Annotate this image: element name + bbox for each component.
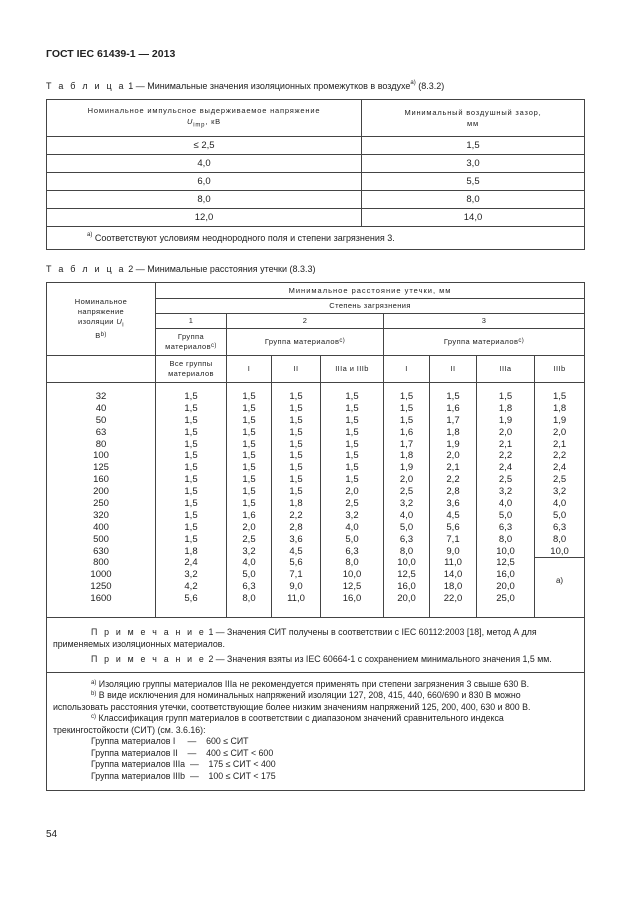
table-cell-value: 1,8 (399, 450, 414, 462)
table-cell-value: 3,6 (289, 533, 303, 545)
table-cell-value: 1,5 (399, 391, 414, 402)
table-cell-value: 1,8 (289, 498, 303, 510)
page-number: 54 (46, 829, 58, 840)
table-cell-value: 5,6 (184, 593, 198, 605)
table-cell-value: 2,2 (446, 474, 460, 486)
table-cell-value: 1,5 (242, 438, 256, 450)
footnote-c (53, 713, 578, 736)
table-cell-value: 6,3 (399, 533, 414, 545)
table1-caption (46, 81, 444, 91)
table-cell-value: 3,2 (184, 569, 198, 581)
table-cell-value: 1,5 (289, 474, 303, 486)
table-cell-value: 11,0 (287, 593, 305, 605)
table-cell-value: 6,3 (498, 521, 513, 533)
group-materials-2-text: Группа материалов (264, 337, 340, 346)
table-cell-value: 1,5 (289, 391, 303, 402)
table-cell-value: 25,0 (496, 593, 515, 605)
table-cell-value: 1,5 (345, 474, 359, 486)
table1-clearance: 3,0 (362, 155, 585, 173)
table2-footnotes (47, 672, 585, 791)
table-cell-value: 1,9 (446, 438, 460, 450)
table1-caption-sup: a) (410, 80, 416, 86)
group-materials-2-sup: c) (339, 338, 346, 344)
group-label-line1: Группа (177, 332, 205, 341)
table-cell-value: 1,8 (552, 402, 567, 414)
note1 (53, 627, 578, 650)
table-cell-value: 50 (95, 414, 107, 426)
table1-col2-header-line1: Минимальный воздушный зазор, (404, 108, 542, 117)
table-cell-value: 2,0 (345, 486, 359, 498)
table-cell-value: 2,0 (242, 521, 256, 533)
d3-II-column (430, 383, 477, 618)
table2-caption-text: 2 — Минимальные расстояния утечки (8.3.3) (128, 264, 316, 274)
table-cell-value: 1,5 (552, 391, 567, 402)
table-cell-value: 400 (93, 521, 109, 533)
table1-clearance: 1,5 (362, 137, 585, 155)
voltage-header-line1: Номинальное (74, 297, 128, 307)
d2-II-column (272, 383, 321, 618)
table2-caption (46, 264, 316, 274)
table-cell-value: 1000 (90, 569, 112, 581)
table-cell-value: 2,1 (552, 438, 567, 450)
table-cell-value: 1,5 (184, 521, 198, 533)
table-cell-value: 4,0 (345, 521, 359, 533)
table-cell-value: 2,1 (446, 462, 460, 474)
table-cell-value: 3,2 (498, 486, 513, 498)
note2-label: П р и м е ч а н и е (91, 654, 207, 664)
table-cell-value: 16,0 (496, 569, 515, 581)
uimp-unit: , кВ (205, 116, 221, 126)
table-cell-value: 1,5 (242, 402, 256, 414)
table-cell-value: 1,5 (184, 498, 198, 510)
table1-col1-header-line2 (47, 116, 361, 132)
table-cell-value: 500 (93, 533, 109, 545)
footnote-a (53, 679, 578, 691)
d2-I-column (227, 383, 272, 618)
material-group-line: Группа материалов I — 600 ≤ СИТ (91, 736, 249, 746)
table-cell-value: 1250 (90, 581, 112, 593)
table1-footnote (47, 227, 585, 250)
table1-clearance: 5,5 (362, 173, 585, 191)
table-cell-value: 4,0 (242, 557, 256, 569)
table-cell-value: 10,0 (550, 545, 569, 557)
table1-col2-header (362, 100, 585, 137)
table-cell-value: 1,5 (399, 402, 414, 414)
group-IIIb-3: IIIb (535, 356, 585, 383)
table1 (46, 99, 585, 250)
d3-IIIb-note-mark: a) (555, 576, 564, 586)
degree-3: 3 (384, 314, 585, 329)
table-cell-value: 10,0 (496, 545, 515, 557)
table-cell-value: 1,5 (289, 462, 303, 474)
table-cell-value: 2,2 (289, 509, 303, 521)
table-cell-value: 8,0 (498, 533, 513, 545)
group-label-word: материалов (165, 342, 212, 351)
table-cell-value: 200 (93, 486, 109, 498)
table-cell-value: 32 (95, 391, 107, 402)
table-cell-value: 40 (95, 402, 107, 414)
group-label-line2 (156, 342, 226, 352)
table-cell-value: 2,0 (446, 450, 460, 462)
note1-text: 1 — Значения СИТ получены в соответствии с IEC 60112:2003 [18], метод А для применяемых изоляционных материалов. (53, 627, 537, 649)
table-cell-value: 1,9 (399, 462, 414, 474)
table-cell-value: 2,4 (552, 462, 567, 474)
table1-voltage: ≤ 2,5 (47, 137, 362, 155)
footnote-b-text: В виде исключения для номинальных напряжений изоляции 127, 208, 415, 440, 660/690 и 830 В можно использовать расстояния утечки, соответствующие более низким значениям напряжений 125, 200, 400, 630 и 800 В. (53, 690, 531, 712)
table-cell-value: 1,5 (242, 450, 256, 462)
voltage-header-line4 (47, 331, 155, 341)
degree-2: 2 (227, 314, 384, 329)
ui-symbol: U (116, 317, 123, 327)
table-cell-value: 1,5 (184, 450, 198, 462)
table1-row (47, 173, 585, 191)
table-cell-value: 1,5 (184, 509, 198, 521)
table-cell-value: 5,0 (552, 509, 567, 521)
table-cell-value: 320 (93, 509, 109, 521)
group-I-3: I (384, 356, 430, 383)
table-cell-value: 1,5 (289, 486, 303, 498)
degree-1: 1 (156, 314, 227, 329)
table-cell-value: 1,5 (345, 450, 359, 462)
group-IIIa-3: IIIa (477, 356, 535, 383)
group-materials-3-text: Группа материалов (443, 337, 519, 346)
table-cell-value: 3,2 (345, 509, 359, 521)
table-cell-value: 1,5 (289, 438, 303, 450)
table-cell-value: 5,0 (242, 569, 256, 581)
table-cell-value: 125 (93, 462, 109, 474)
table-cell-value: 1,5 (242, 474, 256, 486)
table-cell-value: 1,5 (289, 414, 303, 426)
table-cell-value: 8,0 (345, 557, 359, 569)
ui-sub: i (122, 322, 124, 329)
table-cell-value: 12,5 (397, 569, 416, 581)
table1-col2-header-line2: мм (467, 119, 479, 128)
table-cell-value: 1,7 (446, 414, 460, 426)
document-header: ГОСТ IEC 61439-1 — 2013 (46, 48, 176, 60)
table-cell-value: 8,0 (399, 545, 414, 557)
table1-col1-header-line1: Номинальное импульсное выдерживаемое напряжение (87, 105, 321, 115)
footnote-c-text: Классификация групп материалов в соответствии с диапазоном значений сравнительного индекса трекингостойкости (СИТ) (см. 3.6.16): (53, 713, 504, 735)
table-cell-value: 9,0 (446, 545, 460, 557)
d1-all-column (156, 383, 227, 618)
table-cell-value: 3,2 (399, 498, 414, 510)
table1-row (47, 191, 585, 209)
table-cell-value: 2,1 (498, 438, 513, 450)
table-cell-value: 1,6 (399, 426, 414, 438)
table2-notes (47, 618, 585, 673)
note2-text: 2 — Значения взяты из IEC 60664-1 с сохранением минимального значения 1,5 мм. (208, 654, 552, 664)
table-cell-value: 1,5 (399, 414, 414, 426)
material-group-line: Группа материалов IIIa — 175 ≤ СИТ < 400 (91, 759, 276, 769)
table-cell-value: 3,2 (242, 545, 256, 557)
table-cell-value: 1,5 (345, 402, 359, 414)
table-cell-value: 2,5 (498, 474, 513, 486)
table-cell-value: 1,5 (289, 450, 303, 462)
group-materials-3 (384, 329, 585, 356)
footnote-a-mark: a) (91, 679, 97, 686)
group-II-3: II (430, 356, 477, 383)
note2 (53, 654, 578, 666)
table-cell-value: 100 (93, 450, 109, 462)
all-groups-line2: материалов (168, 369, 214, 378)
voltage-header-line3 (47, 317, 155, 331)
table-cell-value: 9,0 (289, 581, 303, 593)
table-cell-value: 4,0 (498, 498, 513, 510)
table-cell-value: 6,3 (552, 521, 567, 533)
table-cell-value: 4,5 (289, 545, 303, 557)
table-cell-value: 1,7 (399, 438, 414, 450)
table-cell-value: 18,0 (443, 581, 463, 593)
d3-I-column (384, 383, 430, 618)
table-cell-value: 5,0 (345, 533, 359, 545)
table1-clearance: 14,0 (362, 209, 585, 227)
table1-caption-text: 1 — Минимальные значения изоляционных промежутков в воздухе (128, 81, 411, 91)
table-cell-value: 10,0 (397, 557, 416, 569)
table-cell-value: 6,3 (242, 581, 256, 593)
table-cell-value: 1,5 (242, 486, 256, 498)
table1-voltage: 8,0 (47, 191, 362, 209)
table-cell-value: 1,5 (184, 438, 198, 450)
table-cell-value: 2,5 (399, 486, 414, 498)
table-cell-value: 6,3 (345, 545, 359, 557)
group-materials-3-sup: c) (518, 338, 525, 344)
voltage-unit: В (95, 330, 101, 340)
voltage-sup: b) (100, 331, 107, 338)
table-cell-value: 1,8 (184, 545, 198, 557)
table-cell-value: 2,0 (399, 474, 414, 486)
table1-caption-ref: (8.3.2) (418, 81, 445, 91)
d3-IIIb-column (535, 383, 585, 618)
table-cell-value: 630 (93, 545, 109, 557)
table1-caption-label: Т а б л и ц а (46, 81, 126, 91)
d3-IIIb-values (535, 383, 584, 558)
table-cell-value: 1,5 (242, 462, 256, 474)
table-cell-value: 20,0 (496, 581, 515, 593)
table-cell-value: 12,5 (342, 581, 362, 593)
table-cell-value: 16,0 (397, 581, 416, 593)
table-cell-value: 4,2 (184, 581, 198, 593)
table-cell-value: 1600 (90, 593, 112, 605)
table1-footnote-text: Соответствуют условиям неоднородного поля и степени загрязнения 3. (94, 233, 395, 243)
table-cell-value: 2,5 (345, 498, 359, 510)
d2-III-column (321, 383, 384, 618)
min-creepage-header: Минимальное расстояние утечки, мм (156, 283, 585, 299)
table-cell-value: 1,5 (184, 426, 198, 438)
table-cell-value: 1,5 (446, 391, 460, 402)
all-groups-line1: Все группы (169, 359, 213, 368)
table-cell-value: 2,2 (552, 450, 567, 462)
table-cell-value: 2,0 (552, 426, 567, 438)
table-cell-value: 1,6 (446, 402, 460, 414)
table-cell-value: 1,5 (184, 533, 198, 545)
d3-IIIa-column (477, 383, 535, 618)
table1-row (47, 155, 585, 173)
table-cell-value: 1,8 (446, 426, 460, 438)
table-cell-value: 1,5 (184, 462, 198, 474)
material-group-line: Группа материалов IIIb — 100 ≤ СИТ < 175 (91, 770, 276, 781)
table1-voltage: 12,0 (47, 209, 362, 227)
blank-cell (47, 356, 156, 383)
pollution-degree-header: Степень загрязнения (156, 299, 585, 314)
table-cell-value: 1,5 (289, 402, 303, 414)
table-cell-value: 2,8 (446, 486, 460, 498)
group-I-2: I (227, 356, 272, 383)
table-cell-value: 4,5 (446, 509, 460, 521)
table-cell-value: 1,6 (242, 509, 256, 521)
material-group-line: Группа материалов II — 400 ≤ СИТ < 600 (91, 747, 274, 758)
table2-caption-label: Т а б л и ц а (46, 264, 126, 274)
table-cell-value: 5,6 (289, 557, 303, 569)
table-cell-value: 5,0 (498, 509, 513, 521)
table-cell-value: 5,0 (399, 521, 414, 533)
table1-voltage: 4,0 (47, 155, 362, 173)
table1-row (47, 209, 585, 227)
uimp-sub: imp (193, 122, 206, 129)
table1-clearance: 8,0 (362, 191, 585, 209)
table-cell-value: 1,9 (552, 414, 567, 426)
table-cell-value: 250 (93, 498, 109, 510)
table-cell-value: 63 (95, 426, 107, 438)
voltage-header-word: изоляции (78, 317, 114, 327)
table-cell-value: 2,4 (184, 557, 198, 569)
group-materials-2 (227, 329, 384, 356)
table1-col1-header (47, 100, 362, 137)
table-cell-value: 3,2 (552, 486, 567, 498)
table-cell-value: 1,5 (184, 402, 198, 414)
table-cell-value: 8,0 (552, 533, 567, 545)
footnote-c-mark: c) (91, 714, 96, 720)
group-label (156, 329, 227, 356)
voltage-column (47, 383, 156, 618)
table-cell-value: 80 (95, 438, 107, 450)
table-cell-value: 160 (93, 474, 109, 486)
table-cell-value: 800 (93, 557, 109, 569)
footnote-b-mark: b) (91, 691, 97, 697)
table-cell-value: 4,0 (399, 509, 414, 521)
table-cell-value: 1,5 (242, 391, 256, 402)
table-cell-value: 1,5 (242, 426, 256, 438)
table-cell-value: 1,5 (345, 438, 359, 450)
table-cell-value: 4,0 (552, 498, 567, 510)
table-cell-value: 2,5 (242, 533, 256, 545)
group-label-sup: c) (211, 343, 217, 349)
note1-label: П р и м е ч а н и е (91, 627, 207, 637)
table-cell-value: 2,0 (498, 426, 513, 438)
table-cell-value: 11,0 (444, 557, 462, 569)
table-cell-value: 20,0 (397, 593, 416, 605)
table-cell-value: 1,9 (498, 414, 513, 426)
voltage-header (47, 283, 156, 356)
table-cell-value: 10,0 (342, 569, 362, 581)
table1-row (47, 137, 585, 155)
table-cell-value: 7,1 (446, 533, 460, 545)
table-cell-value: 1,5 (498, 391, 513, 402)
table-cell-value: 1,5 (345, 414, 359, 426)
all-groups (156, 356, 227, 383)
table-cell-value: 22,0 (443, 593, 463, 605)
table-cell-value: 14,0 (443, 569, 463, 581)
table-cell-value: 1,5 (242, 414, 256, 426)
table2 (46, 282, 585, 791)
table-cell-value: 1,5 (184, 474, 198, 486)
table-cell-value: 16,0 (342, 593, 362, 605)
table-cell-value: 7,1 (289, 569, 303, 581)
table-cell-value: 2,8 (289, 521, 303, 533)
group-IIIab-2: IIIa и IIIb (321, 356, 384, 383)
table-cell-value: 1,5 (345, 391, 359, 402)
table-cell-value: 1,5 (184, 391, 198, 402)
table-cell-value: 3,6 (446, 498, 460, 510)
voltage-header-line2: напряжение (77, 307, 125, 317)
table-cell-value: 2,5 (552, 474, 567, 486)
table-cell-value: 1,5 (184, 486, 198, 498)
table-cell-value: 1,5 (289, 426, 303, 438)
table-cell-value: 1,5 (345, 426, 359, 438)
table-cell-value: 1,5 (242, 498, 256, 510)
table-cell-value: 8,0 (242, 593, 256, 605)
table-cell-value: 1,8 (498, 402, 513, 414)
table-cell-value: 1,5 (345, 462, 359, 474)
table-cell-value: 12,5 (496, 557, 515, 569)
group-II-2: II (272, 356, 321, 383)
table1-footnote-mark: a) (87, 232, 93, 238)
table-cell-value: 2,4 (498, 462, 513, 474)
footnote-a-text: Изоляцию группы материалов IIIa не рекомендуется применять при степени загрязнения 3 свыше 630 В. (98, 678, 530, 689)
table-cell-value: 5,6 (446, 521, 460, 533)
uimp-symbol: U (187, 116, 194, 126)
footnote-b (53, 690, 578, 713)
table-cell-value: 2,2 (498, 450, 513, 462)
table1-voltage: 6,0 (47, 173, 362, 191)
table-cell-value: 1,5 (184, 414, 198, 426)
